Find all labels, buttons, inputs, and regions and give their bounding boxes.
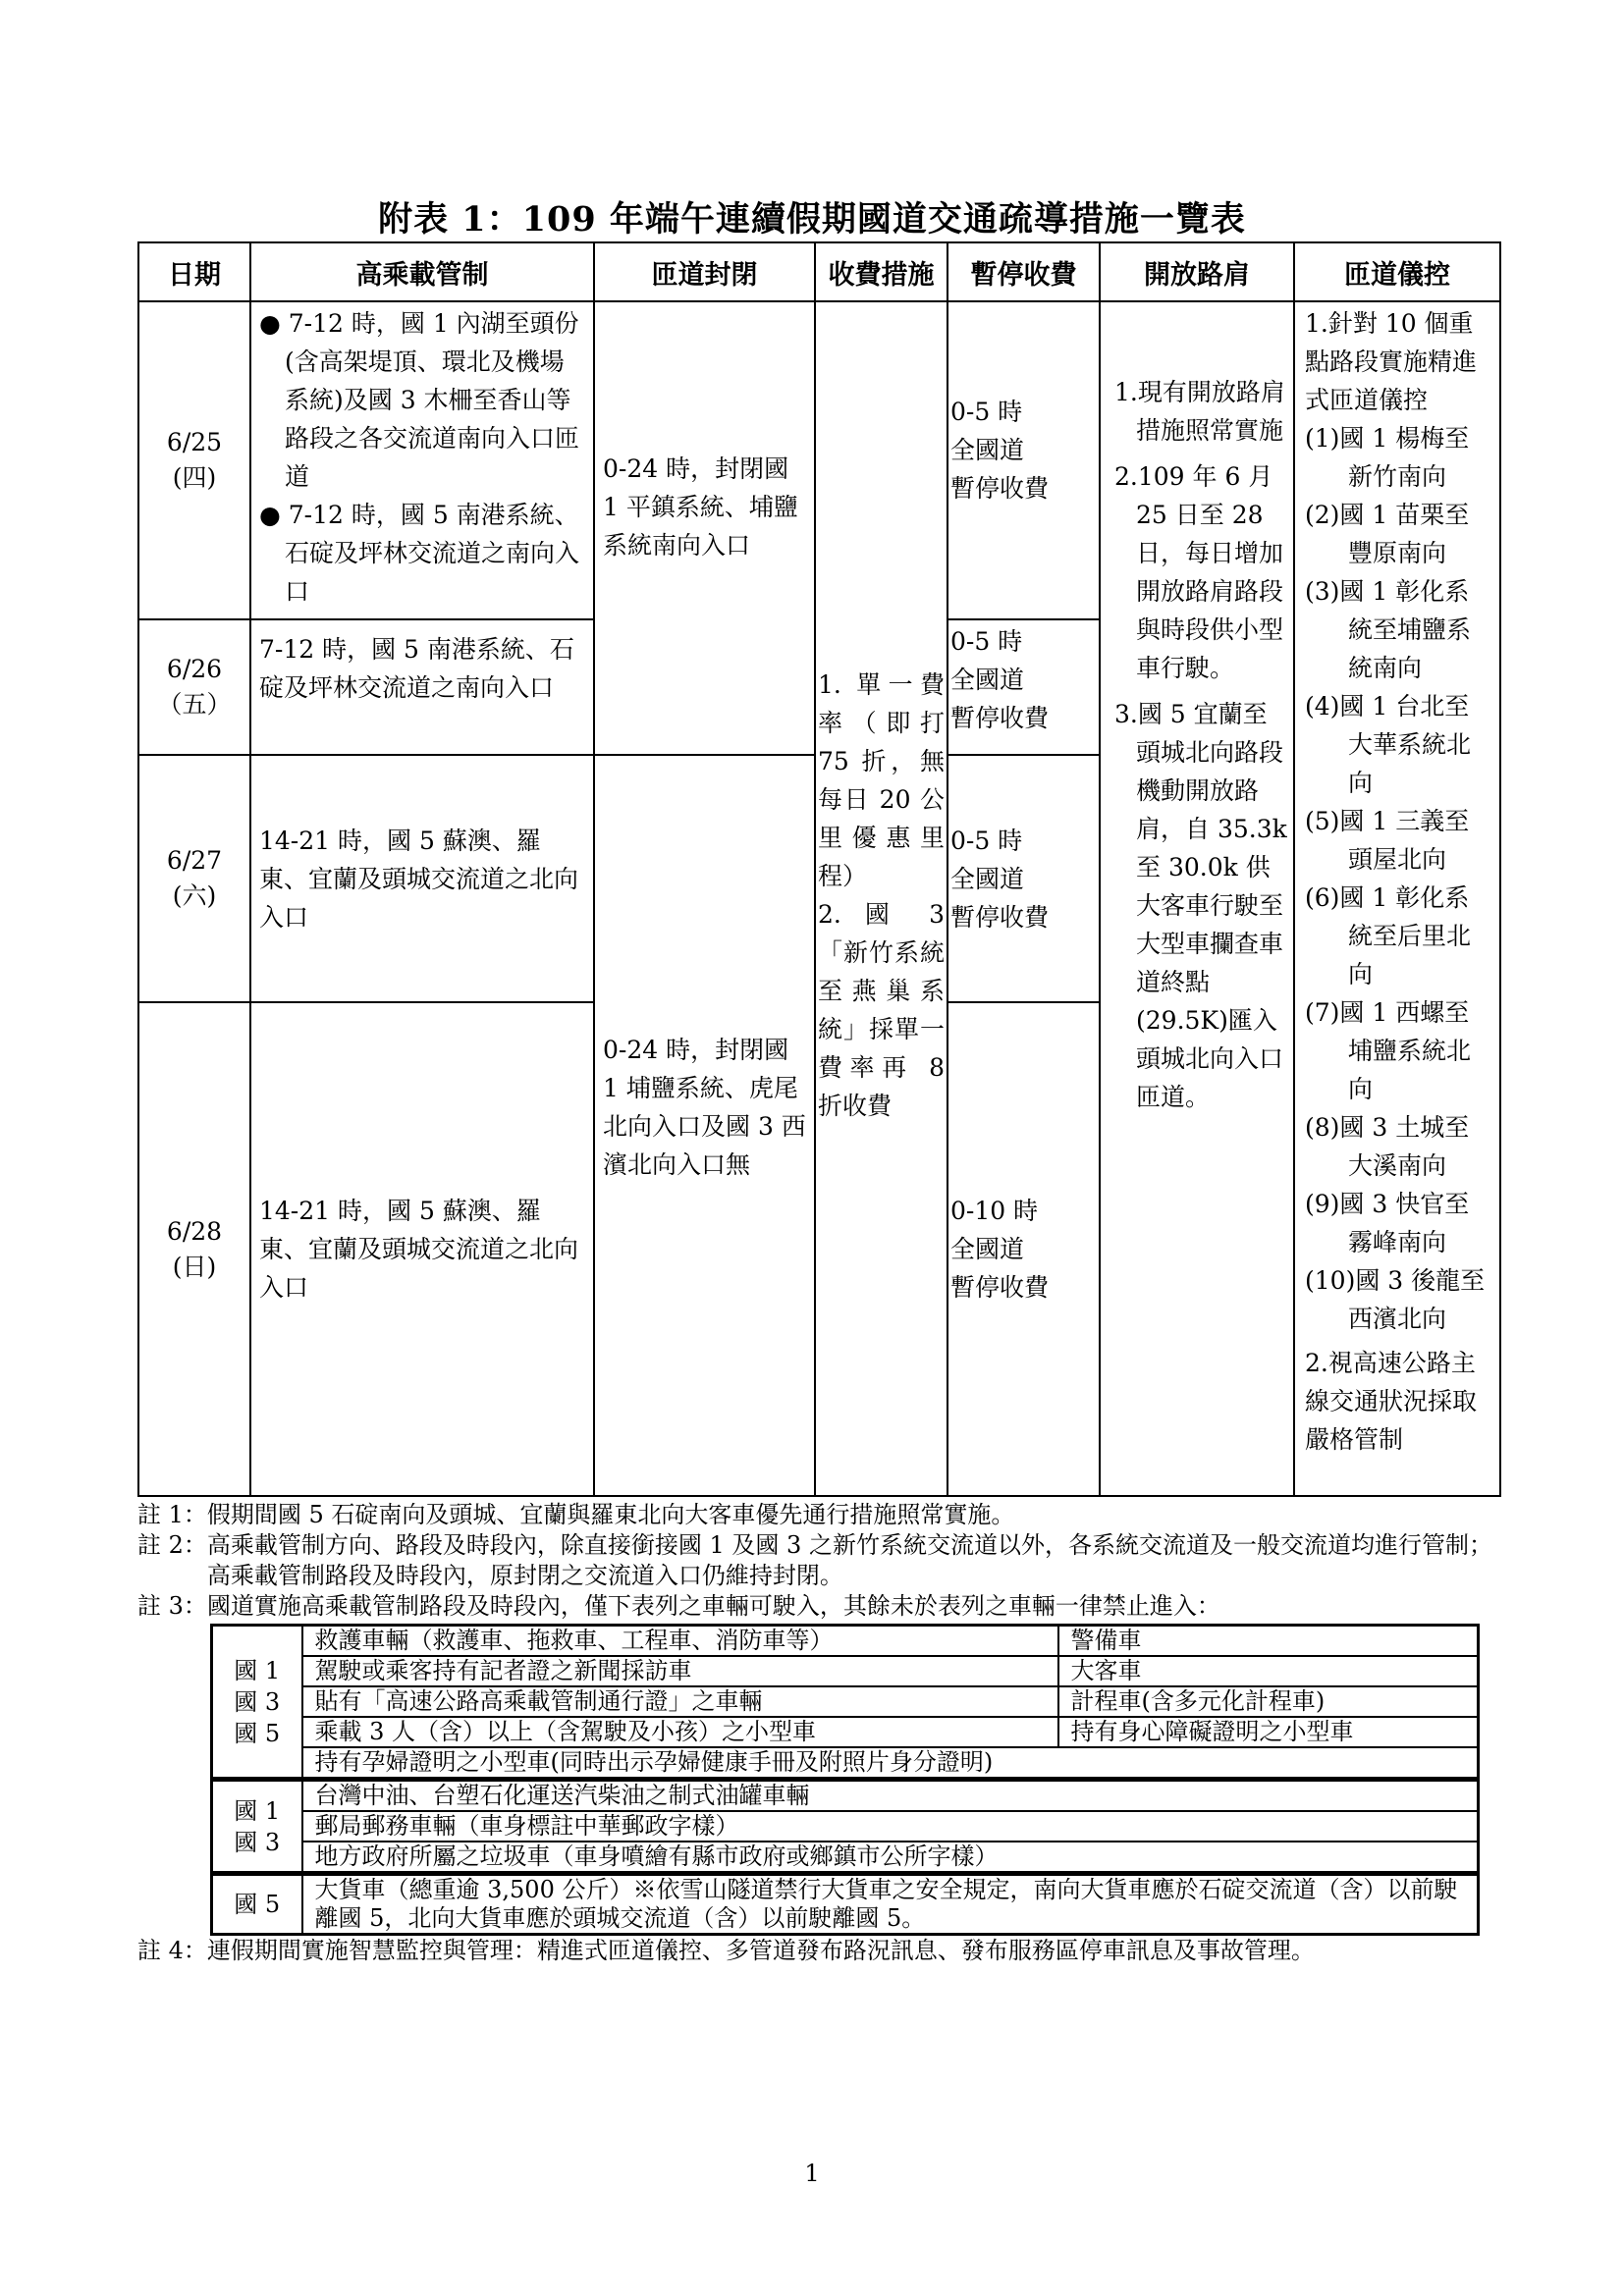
- metering-item: (7)國 1 西螺至埔鹽系統北向: [1305, 998, 1472, 1103]
- road-label: 國 3: [234, 1828, 281, 1856]
- header-shoulder: 開放路肩: [1100, 242, 1294, 301]
- suspend-label: 暫停收費: [950, 1273, 1050, 1302]
- vehicle-cell: 持有身心障礙證明之小型車: [1058, 1717, 1479, 1747]
- header-hov: 高乘載管制: [250, 242, 594, 301]
- suspend-scope: 全國道: [950, 436, 1025, 464]
- table-row: [212, 1656, 1479, 1686]
- note-text: 高乘載管制方向、路段及時段內，除直接銜接國 1 及國 3 之新竹系統交流道以外，各系統交流道及一般交流道均進行管制；高乘載管制路段及時段內，原封閉之交流道入口仍維持封閉。: [206, 1531, 1492, 1589]
- note-label: 註 3：: [137, 1592, 207, 1620]
- header-date: 日期: [138, 242, 250, 301]
- measures-table: [137, 241, 1501, 1497]
- road-label: 國 5: [234, 1719, 281, 1747]
- suspend-hours: 0-5 時: [950, 398, 1023, 426]
- allowed-vehicles-table: [210, 1624, 1480, 1936]
- note-label: 註 4：: [137, 1937, 207, 1964]
- header-suspend: 暫停收費: [947, 242, 1100, 301]
- road-label: 國 5: [234, 1891, 281, 1918]
- suspend-hours: 0-10 時: [950, 1197, 1039, 1225]
- date: 6/25: [166, 428, 223, 456]
- metering-item: (10)國 3 後龍至西濱北向: [1305, 1266, 1486, 1333]
- date-cell: [138, 301, 250, 619]
- vehicle-cell: 大客車: [1058, 1656, 1479, 1686]
- road-label: 國 1: [234, 1656, 281, 1684]
- road-label: 國 1: [234, 1796, 281, 1825]
- date-cell: [138, 1002, 250, 1496]
- weekday: (四): [172, 463, 217, 492]
- weekday: (日): [172, 1252, 217, 1281]
- note-label: 註 1：: [137, 1501, 207, 1528]
- suspend-cell: [947, 755, 1100, 1002]
- ramp-closure-cell: [594, 755, 815, 1496]
- hov-cell: [250, 1002, 594, 1496]
- suspend-scope: 全國道: [950, 864, 1025, 893]
- metering-item: (4)國 1 台北至大華系統北向: [1305, 692, 1472, 797]
- vehicle-cell: 乘載 3 人（含）以上（含駕駛及小孩）之小型車: [302, 1717, 1058, 1747]
- shoulder-item: 2.109 年 6 月 25 日至 28 日，每日增加開放路肩路段與時段供小型車行駛。: [1114, 462, 1284, 682]
- table-row: [212, 1780, 1479, 1812]
- shoulder-item: 1.現有開放路肩措施照常實施: [1114, 378, 1285, 445]
- date-cell: [138, 755, 250, 1002]
- notes-section: [137, 1500, 1499, 1966]
- road-label: 國 3: [234, 1687, 281, 1716]
- hov-cell: [250, 619, 594, 755]
- suspend-label: 暫停收費: [950, 902, 1050, 932]
- note-text: 假期間國 5 石碇南向及頭城、宜蘭與羅東北向大客車優先通行措施照常實施。: [206, 1501, 1015, 1528]
- metering-item: (5)國 1 三義至頭屋北向: [1305, 807, 1470, 874]
- metering-item: (8)國 3 土城至大溪南向: [1305, 1113, 1470, 1180]
- hov-item: 14-21 時，國 5 蘇澳、羅東、宜蘭及頭城交流道之北向入口: [259, 1197, 579, 1302]
- date-cell: [138, 619, 250, 755]
- note-4: [137, 1936, 1499, 1966]
- metering-outro: 2.視高速公路主線交通狀況採取嚴格管制: [1305, 1349, 1478, 1454]
- road-group-cell: [212, 1780, 302, 1874]
- table-row: [212, 1811, 1479, 1842]
- vehicle-cell: 地方政府所屬之垃圾車（車身噴繪有縣市政府或鄉鎮市公所字樣）: [302, 1842, 1479, 1874]
- suspend-hours: 0-5 時: [950, 826, 1023, 855]
- hov-item: ● 7-12 時，國 1 內湖至頭份(含高架堤頂、環北及機場系統)及國 3 木柵至香山等路段之各交流道南向入口匝道: [259, 309, 580, 491]
- table-row: [138, 301, 1500, 619]
- page-number: 1: [804, 2160, 820, 2187]
- suspend-cell: [947, 1002, 1100, 1496]
- shoulder-cell: [1100, 301, 1294, 1496]
- ramp-closure-cell: [594, 301, 815, 755]
- suspend-scope: 全國道: [950, 666, 1025, 694]
- note-3: [137, 1591, 1499, 1622]
- table-row: [212, 1717, 1479, 1747]
- vehicle-cell: 計程車(含多元化計程車): [1058, 1686, 1479, 1717]
- hov-item: ● 7-12 時，國 5 南港系統、石碇及坪林交流道之南向入口: [259, 501, 580, 606]
- hov-cell: [250, 301, 594, 619]
- date: 6/28: [166, 1216, 223, 1246]
- vehicle-cell: 貼有「高速公路高乘載管制通行證」之車輛: [302, 1686, 1058, 1717]
- note-2: [137, 1530, 1499, 1591]
- vehicle-cell: 郵局郵務車輛（車身標註中華郵政字樣）: [302, 1811, 1479, 1842]
- suspend-label: 暫停收費: [950, 474, 1050, 503]
- note-1: [137, 1500, 1499, 1530]
- header-toll: 收費措施: [815, 242, 947, 301]
- date: 6/26: [166, 655, 223, 683]
- suspend-cell: [947, 301, 1100, 619]
- metering-item: (9)國 3 快官至霧峰南向: [1305, 1190, 1470, 1256]
- toll-item: 2. 國 3「新竹系統至燕巢系統」採單一費率再 8 折收費: [818, 900, 945, 1120]
- metering-item: (6)國 1 彰化系統至后里北向: [1305, 883, 1472, 988]
- suspend-hours: 0-5 時: [950, 627, 1023, 656]
- hov-item: 7-12 時，國 5 南港系統、石碇及坪林交流道之南向入口: [259, 635, 574, 702]
- metering-intro: 1.針對 10 個重點路段實施精進式匝道儀控: [1305, 309, 1478, 414]
- suspend-scope: 全國道: [950, 1235, 1025, 1263]
- shoulder-item: 3.國 5 宜蘭至頭城北向路段機動開放路肩，自 35.3k 至 30.0k 供大客車行駛至大型車攔查車道終點(29.5K)匯入頭城北向入口匝道。: [1114, 700, 1287, 1111]
- vehicle-cell: 台灣中油、台塑石化運送汽柴油之制式油罐車輛: [302, 1780, 1479, 1812]
- table-row: [212, 1747, 1479, 1780]
- note-label: 註 2：: [137, 1531, 207, 1559]
- suspend-label: 暫停收費: [950, 704, 1050, 732]
- toll-item: 1. 單一費率（即打 75 折，無每日 20 公里優惠里程）: [818, 670, 945, 890]
- header-ramp-closure: 匝道封閉: [594, 242, 815, 301]
- table-row: [212, 1874, 1479, 1935]
- table-row: [212, 1842, 1479, 1874]
- hov-item: 14-21 時，國 5 蘇澳、羅東、宜蘭及頭城交流道之北向入口: [259, 826, 579, 932]
- hov-cell: [250, 755, 594, 1002]
- suspend-cell: [947, 619, 1100, 755]
- weekday: (六): [172, 881, 217, 910]
- weekday: （五）: [157, 690, 232, 719]
- date: 6/27: [166, 846, 223, 875]
- note-text: 連假期間實施智慧監控與管理：精進式匝道儀控、多管道發布路況訊息、發布服務區停車訊息及事故管理。: [206, 1937, 1315, 1964]
- road-group-cell: [212, 1626, 302, 1780]
- note-text: 國道實施高乘載管制路段及時段內，僅下表列之車輛可駛入，其餘未於表列之車輛一律禁止進入：: [206, 1592, 1220, 1620]
- vehicle-cell: 救護車輛（救護車、拖救車、工程車、消防車等）: [302, 1626, 1058, 1657]
- table-row: [212, 1626, 1479, 1657]
- vehicle-cell: 駕駛或乘客持有記者證之新聞採訪車: [302, 1656, 1058, 1686]
- page-title: 附表 1：109 年端午連續假期國道交通疏導措施一覽表: [378, 199, 1246, 240]
- road-group-cell: [212, 1874, 302, 1935]
- vehicle-cell: 警備車: [1058, 1626, 1479, 1657]
- table-header-row: [138, 242, 1500, 301]
- ramp-closure-text: 0-24 時，封閉國 1 平鎮系統、埔鹽系統南向入口: [603, 454, 798, 560]
- toll-cell: [815, 301, 947, 1496]
- ramp-closure-text: 0-24 時，封閉國 1 埔鹽系統、虎尾北向入口及國 3 西濱北向入口無: [603, 1036, 806, 1179]
- vehicle-cell: 持有孕婦證明之小型車(同時出示孕婦健康手冊及附照片身分證明): [302, 1747, 1479, 1780]
- header-metering: 匝道儀控: [1294, 242, 1500, 301]
- table-row: [212, 1686, 1479, 1717]
- metering-item: (3)國 1 彰化系統至埔鹽系統南向: [1305, 577, 1472, 682]
- vehicle-cell: 大貨車（總重逾 3,500 公斤）※依雪山隧道禁行大貨車之安全規定，南向大貨車應於石碇交流道（含）以前駛離國 5，北向大貨車應於頭城交流道（含）以前駛離國 5。: [302, 1874, 1479, 1935]
- metering-item: (1)國 1 楊梅至新竹南向: [1305, 424, 1470, 491]
- metering-cell: [1294, 301, 1500, 1496]
- metering-item: (2)國 1 苗栗至豐原南向: [1305, 501, 1470, 567]
